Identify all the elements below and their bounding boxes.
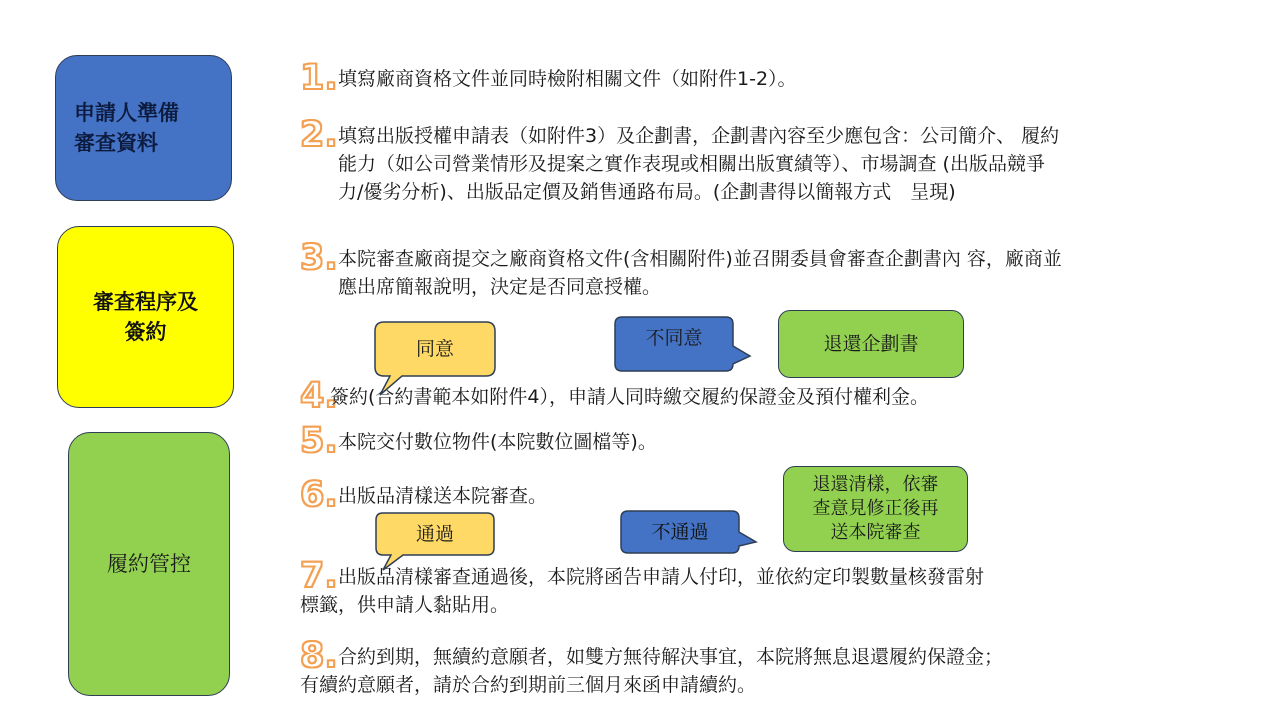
callout-shape: [374, 321, 496, 401]
pass-callout: [375, 512, 495, 556]
step-number: 3.: [300, 238, 338, 278]
step-text: 本院審查廠商提交之廠商資格文件(含相關附件)並召開委員會審查企劃書內 容，廠商並: [338, 248, 1062, 270]
agree-callout: [374, 321, 496, 377]
step-number: 4.: [300, 376, 338, 416]
step-number: 1.: [300, 58, 338, 98]
step-text: 出版品清樣送本院審查。: [338, 485, 548, 507]
step-text: 本院交付數位物件(本院數位圖檔等)。: [338, 431, 657, 453]
step-5: [300, 421, 657, 461]
step-text: 應出席簡報說明，決定是否同意授權。: [338, 276, 662, 298]
fail-callout: [620, 510, 740, 554]
step-number: 5.: [300, 421, 338, 461]
fail-label: 不通過: [651, 521, 709, 543]
step-number: 6.: [300, 475, 338, 515]
step-number: 8.: [300, 636, 338, 676]
step-text: 簽約(合約書範本如附件4），申請人同時繳交履約保證金及預付權利金。: [330, 386, 930, 408]
step-8: [300, 636, 1004, 699]
step-number: 7.: [300, 556, 338, 596]
step-number: 2.: [300, 115, 338, 155]
step-text: 出版品清樣審查通過後，本院將函告申請人付印，並依約定印製數量核發雷射: [338, 566, 985, 588]
pass-label: 通過: [415, 523, 454, 545]
return-proof-box: 退還清樣，依審 查意見修正後再 送本院審查: [783, 466, 968, 552]
step-text: 合約到期，無續約意願者，如雙方無待解決事宜，本院將無息退還履約保證金；: [338, 646, 1004, 668]
step-text: 能力（如公司營業情形及提案之實作表現或相關出版實績等）、市場調查 (出版品競爭: [338, 153, 1045, 175]
disagree-callout: [614, 316, 734, 372]
stage-control-label: 履約管控: [107, 552, 191, 576]
stage-prepare-label: 申請人準備 審查資料: [74, 101, 179, 155]
return-plan-box: 退還企劃書: [778, 310, 964, 378]
step-text: 有續約意願者，請於合約到期前三個月來函申請續約。: [300, 674, 757, 696]
stage-prepare-box: [55, 55, 232, 201]
agree-label: 同意: [415, 338, 454, 360]
step-text: 填寫廠商資格文件並同時檢附相關文件（如附件1-2）。: [338, 68, 797, 90]
step-2: [300, 115, 1060, 206]
stage-review-box: [57, 226, 234, 408]
step-1: [300, 58, 797, 98]
step-text: 填寫出版授權申請表（如附件3）及企劃書，企劃書內容至少應包含：公司簡介、 履約: [338, 125, 1060, 147]
step-text: 力/優劣分析)、出版品定價及銷售通路布局。(企劃書得以簡報方式 呈現): [338, 181, 956, 203]
stage-control-box: [68, 432, 230, 696]
stage-review-label: 審查程序及 簽約: [93, 290, 198, 344]
step-6: [300, 475, 548, 515]
disagree-label: 不同意: [645, 327, 703, 349]
step-text: 標籤，供申請人黏貼用。: [300, 594, 510, 616]
step-3: [300, 238, 1062, 301]
